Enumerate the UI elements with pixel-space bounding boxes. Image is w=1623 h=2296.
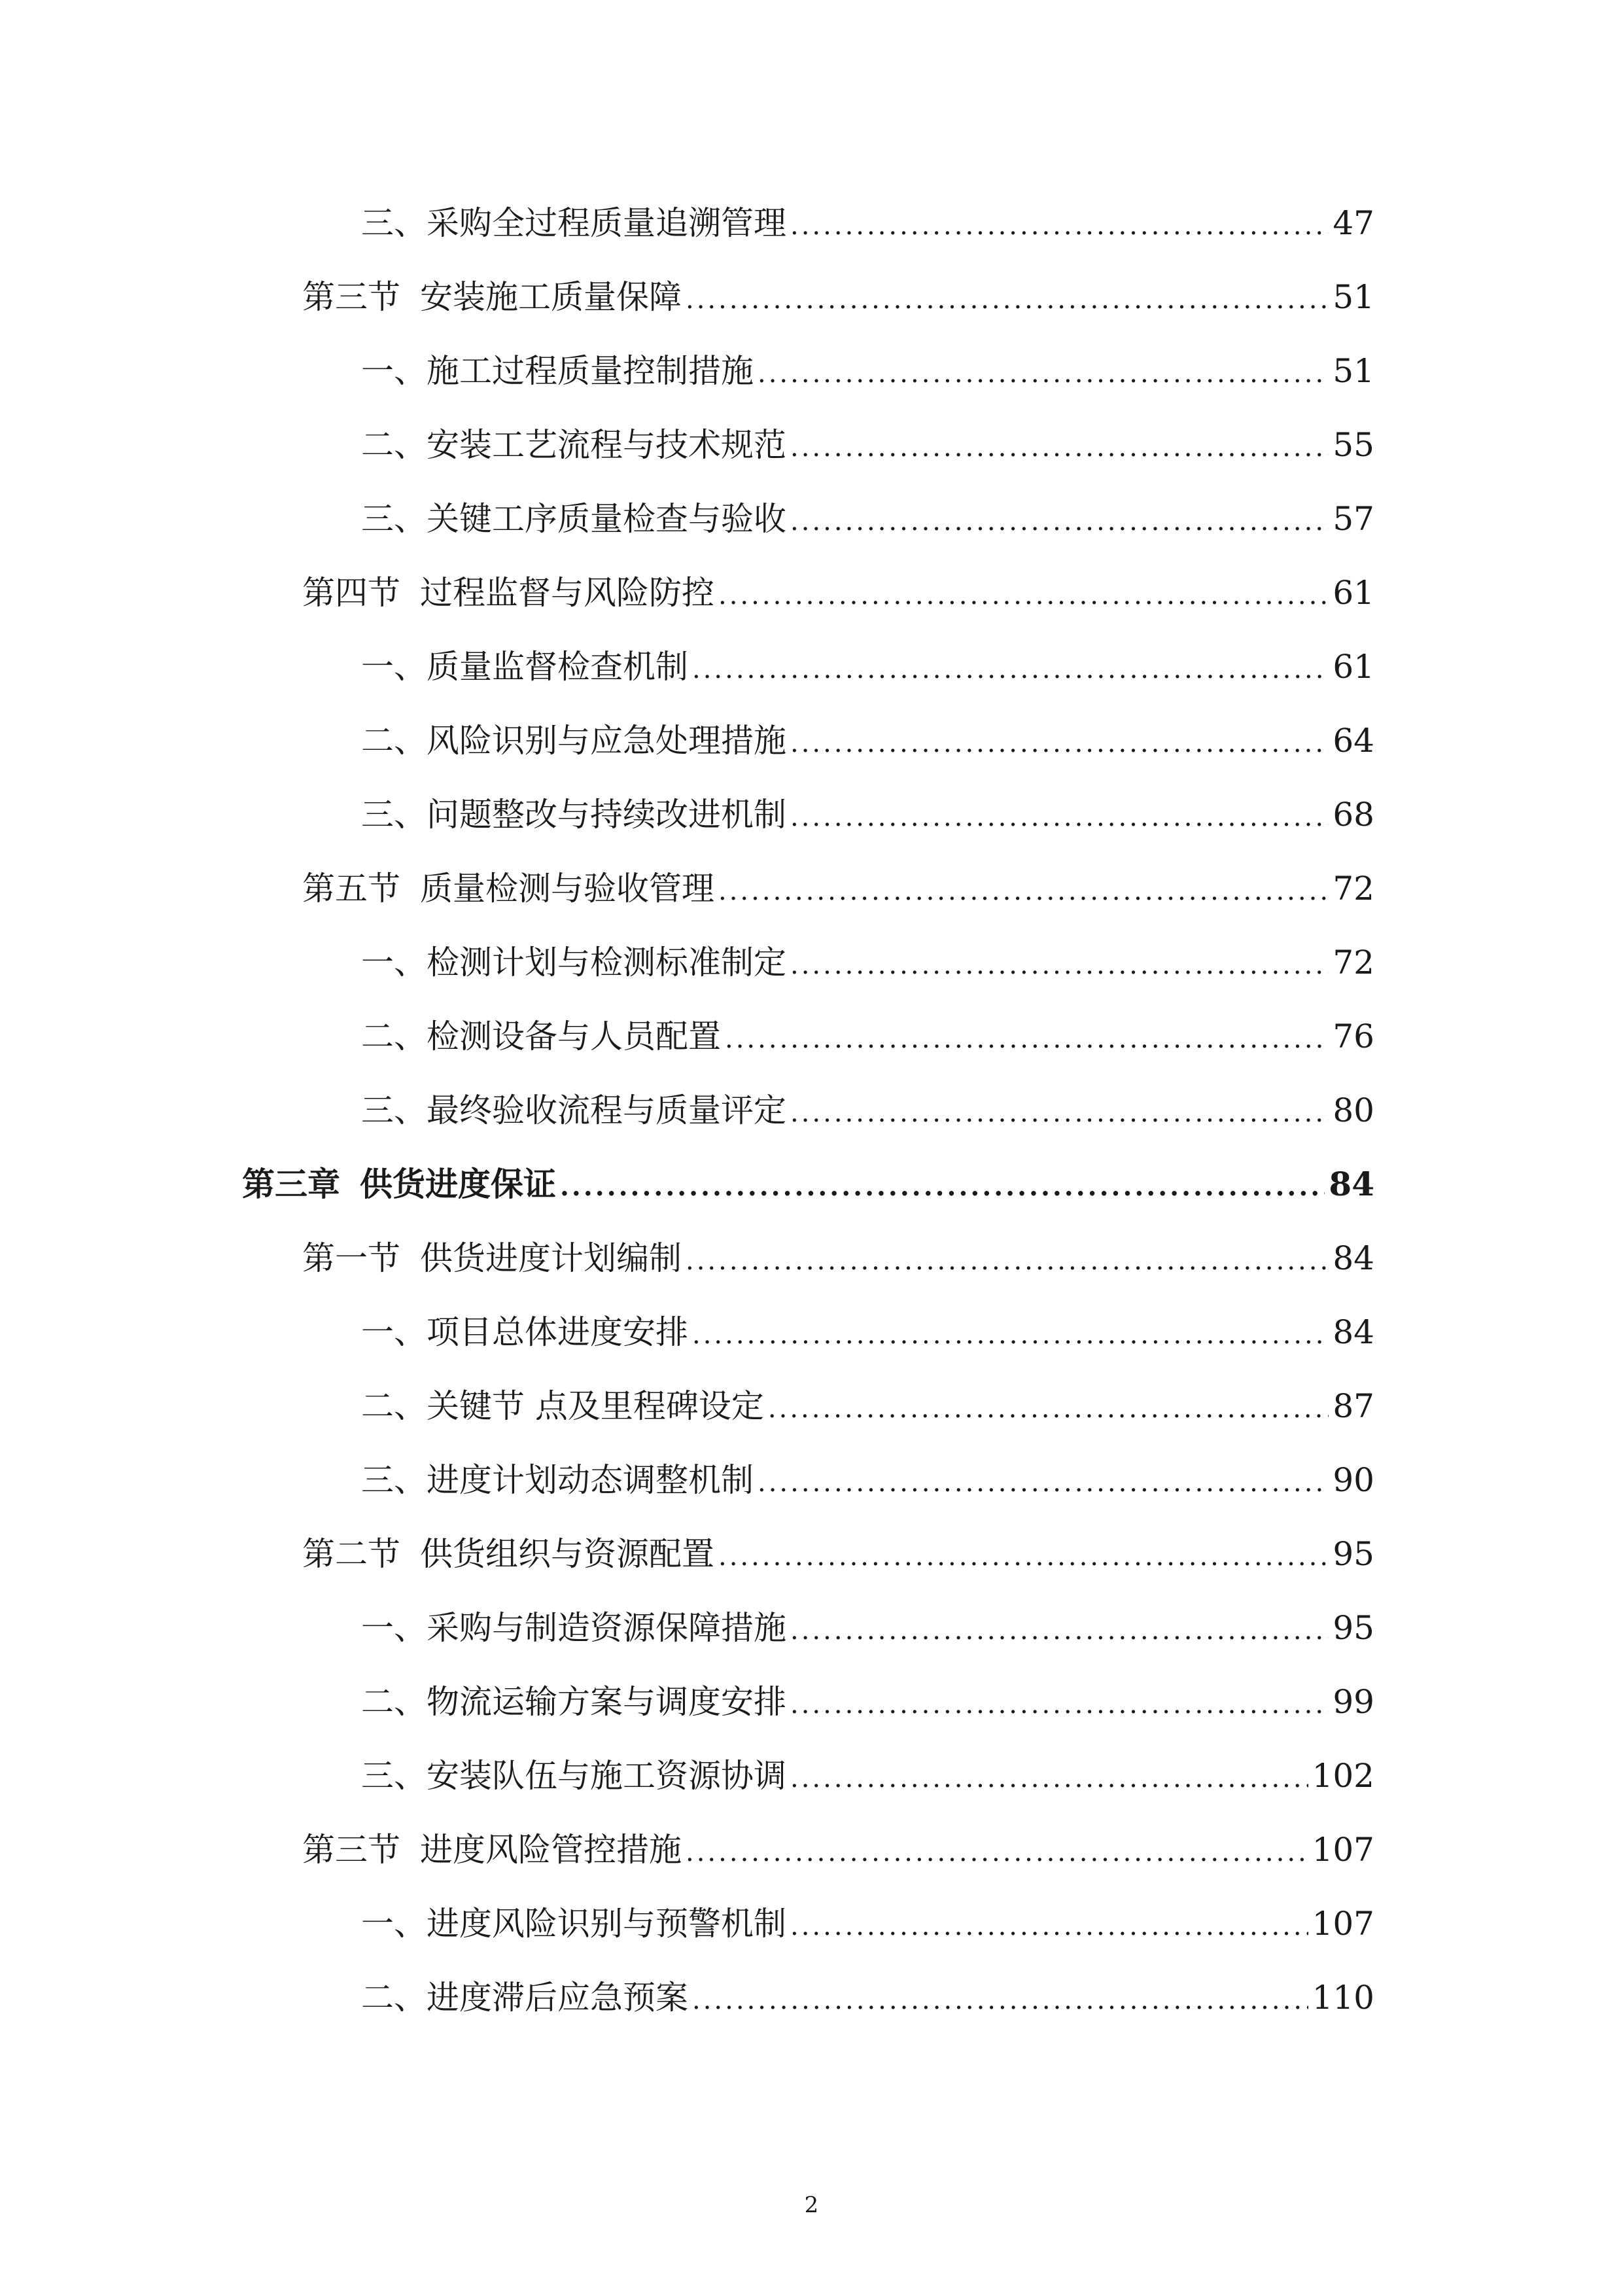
toc-entry-number: 一、 — [361, 648, 427, 686]
toc-entry-page: 87 — [1333, 1387, 1374, 1425]
toc-entry-page: 84 — [1333, 1239, 1374, 1277]
toc-entry-number: 二、 — [361, 1979, 427, 2017]
toc-entry[interactable] — [361, 718, 1374, 764]
toc-dot-leader — [758, 351, 1329, 397]
toc-entry-title: 进度计划动态调整机制 — [427, 1461, 754, 1499]
toc-entry-number: 三、 — [361, 796, 427, 834]
toc-dot-leader — [790, 942, 1329, 988]
toc-entry-title: 供货进度计划编制 — [420, 1239, 682, 1277]
toc-entry[interactable] — [302, 866, 1374, 911]
toc-dot-leader — [790, 425, 1329, 470]
toc-entry[interactable] — [302, 1531, 1374, 1577]
toc-dot-leader — [768, 1386, 1329, 1432]
toc-entry[interactable] — [302, 570, 1374, 616]
toc-entry-title: 质量监督检查机制 — [427, 648, 688, 686]
toc-entry-page: 84 — [1329, 1165, 1374, 1203]
toc-entry-number: 三、 — [361, 204, 427, 242]
toc-entry-number: 第二节 — [302, 1535, 400, 1573]
toc-entry-title: 采购全过程质量追溯管理 — [427, 204, 786, 242]
toc-entry-page: 84 — [1333, 1313, 1374, 1351]
toc-entry-page: 102 — [1312, 1757, 1374, 1795]
toc-entry-title: 进度风险识别与预警机制 — [427, 1905, 786, 1943]
toc-entry-page: 51 — [1333, 278, 1374, 316]
toc-entry[interactable] — [361, 496, 1374, 542]
toc-entry-number: 第五节 — [302, 870, 400, 908]
toc-entry[interactable] — [361, 1087, 1374, 1133]
page-number: 2 — [804, 2192, 819, 2218]
toc-entry-title: 进度风险管控措施 — [420, 1831, 682, 1869]
toc-entry-title: 检测计划与检测标准制定 — [427, 944, 786, 981]
toc-dot-leader — [790, 720, 1329, 766]
toc-entry[interactable] — [302, 1235, 1374, 1281]
toc-entry-number: 二、 — [361, 722, 427, 760]
toc-dot-leader — [718, 1534, 1329, 1580]
toc-entry-number: 一、 — [361, 352, 427, 390]
toc-dot-leader — [790, 1608, 1329, 1653]
toc-entry-number: 三、 — [361, 1461, 427, 1499]
toc-entry[interactable] — [361, 1014, 1374, 1059]
toc-entry-page: 55 — [1333, 426, 1374, 464]
toc-entry-title: 最终验收流程与质量评定 — [427, 1091, 786, 1129]
toc-entry-number: 三、 — [361, 1091, 427, 1129]
toc-dot-leader — [758, 1460, 1329, 1506]
toc-entry-title: 检测设备与人员配置 — [427, 1017, 721, 1055]
toc-dot-leader — [790, 1903, 1308, 1949]
toc-entry[interactable] — [361, 1901, 1374, 1947]
toc-entry-number: 第一节 — [302, 1239, 400, 1277]
toc-entry[interactable] — [361, 1605, 1374, 1651]
toc-dot-leader — [790, 794, 1329, 840]
toc-entry-page: 47 — [1333, 204, 1374, 242]
toc-entry-page: 57 — [1333, 500, 1374, 538]
toc-dot-leader — [725, 1016, 1329, 1062]
toc-entry-page: 61 — [1333, 648, 1374, 686]
toc-dot-leader — [718, 868, 1329, 914]
toc-entry[interactable] — [302, 274, 1374, 320]
toc-dot-leader — [790, 1756, 1308, 1801]
toc-entry-title: 安装施工质量保障 — [420, 278, 682, 316]
toc-entry[interactable] — [361, 1457, 1374, 1503]
toc-entry[interactable] — [361, 1679, 1374, 1725]
toc-entry-page: 68 — [1333, 796, 1374, 834]
toc-entry-title: 施工过程质量控制措施 — [427, 352, 754, 390]
toc-entry-title: 关键节 点及里程碑设定 — [427, 1387, 764, 1425]
toc-entry-page: 95 — [1333, 1535, 1374, 1573]
toc-entry-number: 第三节 — [302, 1831, 400, 1869]
toc-entry-page: 80 — [1333, 1091, 1374, 1129]
toc-entry-page: 72 — [1333, 870, 1374, 908]
toc-entry-page: 95 — [1333, 1609, 1374, 1647]
toc-entry-title: 风险识别与应急处理措施 — [427, 722, 786, 760]
toc-dot-leader — [790, 1090, 1329, 1136]
toc-dot-leader — [686, 1238, 1329, 1284]
toc-entry-number: 二、 — [361, 1387, 427, 1425]
toc-entry[interactable] — [361, 792, 1374, 838]
toc-entry-number: 三、 — [361, 1757, 427, 1795]
toc-entry-number: 二、 — [361, 426, 427, 464]
toc-entry-number: 一、 — [361, 1313, 427, 1351]
toc-entry-number: 二、 — [361, 1017, 427, 1055]
toc-entry[interactable] — [361, 940, 1374, 985]
toc-entry-title: 进度滞后应急预案 — [427, 1979, 688, 2017]
toc-dot-leader — [686, 277, 1329, 323]
toc-dot-leader — [692, 646, 1329, 692]
toc-entry-title: 安装队伍与施工资源协调 — [427, 1757, 786, 1795]
toc-entry[interactable] — [361, 1383, 1374, 1429]
toc-entry-number: 二、 — [361, 1683, 427, 1721]
toc-dot-leader — [686, 1829, 1308, 1875]
toc-entry-page: 107 — [1312, 1831, 1374, 1869]
toc-entry-page: 110 — [1312, 1979, 1374, 2017]
toc-entry-number: 第三节 — [302, 278, 400, 316]
toc-entry-title: 采购与制造资源保障措施 — [427, 1609, 786, 1647]
toc-entry-title: 供货组织与资源配置 — [420, 1535, 714, 1573]
toc-dot-leader — [718, 573, 1329, 618]
toc-entry-number: 一、 — [361, 1905, 427, 1943]
toc-entry-number: 第三章 — [242, 1165, 340, 1203]
toc-dot-leader — [790, 1682, 1329, 1727]
toc-entry-title: 关键工序质量检查与验收 — [427, 500, 786, 538]
toc-entry-title: 物流运输方案与调度安排 — [427, 1683, 786, 1721]
toc-dot-leader — [560, 1164, 1325, 1210]
toc-entry-page: 99 — [1333, 1683, 1374, 1721]
toc-entry[interactable] — [302, 1827, 1374, 1873]
toc-chapter-entry[interactable] — [242, 1161, 1374, 1207]
toc-dot-leader — [692, 1312, 1329, 1358]
toc-entry[interactable] — [361, 200, 1374, 246]
toc-entry-title: 安装工艺流程与技术规范 — [427, 426, 786, 464]
toc-entry-page: 107 — [1312, 1905, 1374, 1943]
toc-entry-page: 72 — [1333, 944, 1374, 981]
toc-entry-number: 第四节 — [302, 574, 400, 612]
toc-entry-page: 64 — [1333, 722, 1374, 760]
toc-dot-leader — [692, 1977, 1308, 2023]
toc-entry-page: 51 — [1333, 352, 1374, 390]
toc-entry[interactable] — [361, 348, 1374, 394]
toc-entry-page: 61 — [1333, 574, 1374, 612]
toc-entry-title: 问题整改与持续改进机制 — [427, 796, 786, 834]
toc-entry-page: 90 — [1333, 1461, 1374, 1499]
toc-entry-number: 一、 — [361, 944, 427, 981]
toc-entry[interactable] — [361, 422, 1374, 468]
toc-entry-page: 76 — [1333, 1017, 1374, 1055]
toc-entry[interactable] — [361, 1309, 1374, 1355]
toc-dot-leader — [790, 203, 1329, 249]
toc-entry[interactable] — [361, 644, 1374, 690]
toc-entry-number: 三、 — [361, 500, 427, 538]
toc-entry-title: 质量检测与验收管理 — [420, 870, 714, 908]
toc-entry-title: 项目总体进度安排 — [427, 1313, 688, 1351]
toc-entry[interactable] — [361, 1753, 1374, 1799]
toc-entry-title: 供货进度保证 — [360, 1165, 556, 1203]
toc-dot-leader — [790, 499, 1329, 544]
toc-entry[interactable] — [361, 1975, 1374, 2021]
toc-entry-title: 过程监督与风险防控 — [420, 574, 714, 612]
toc-entry-number: 一、 — [361, 1609, 427, 1647]
